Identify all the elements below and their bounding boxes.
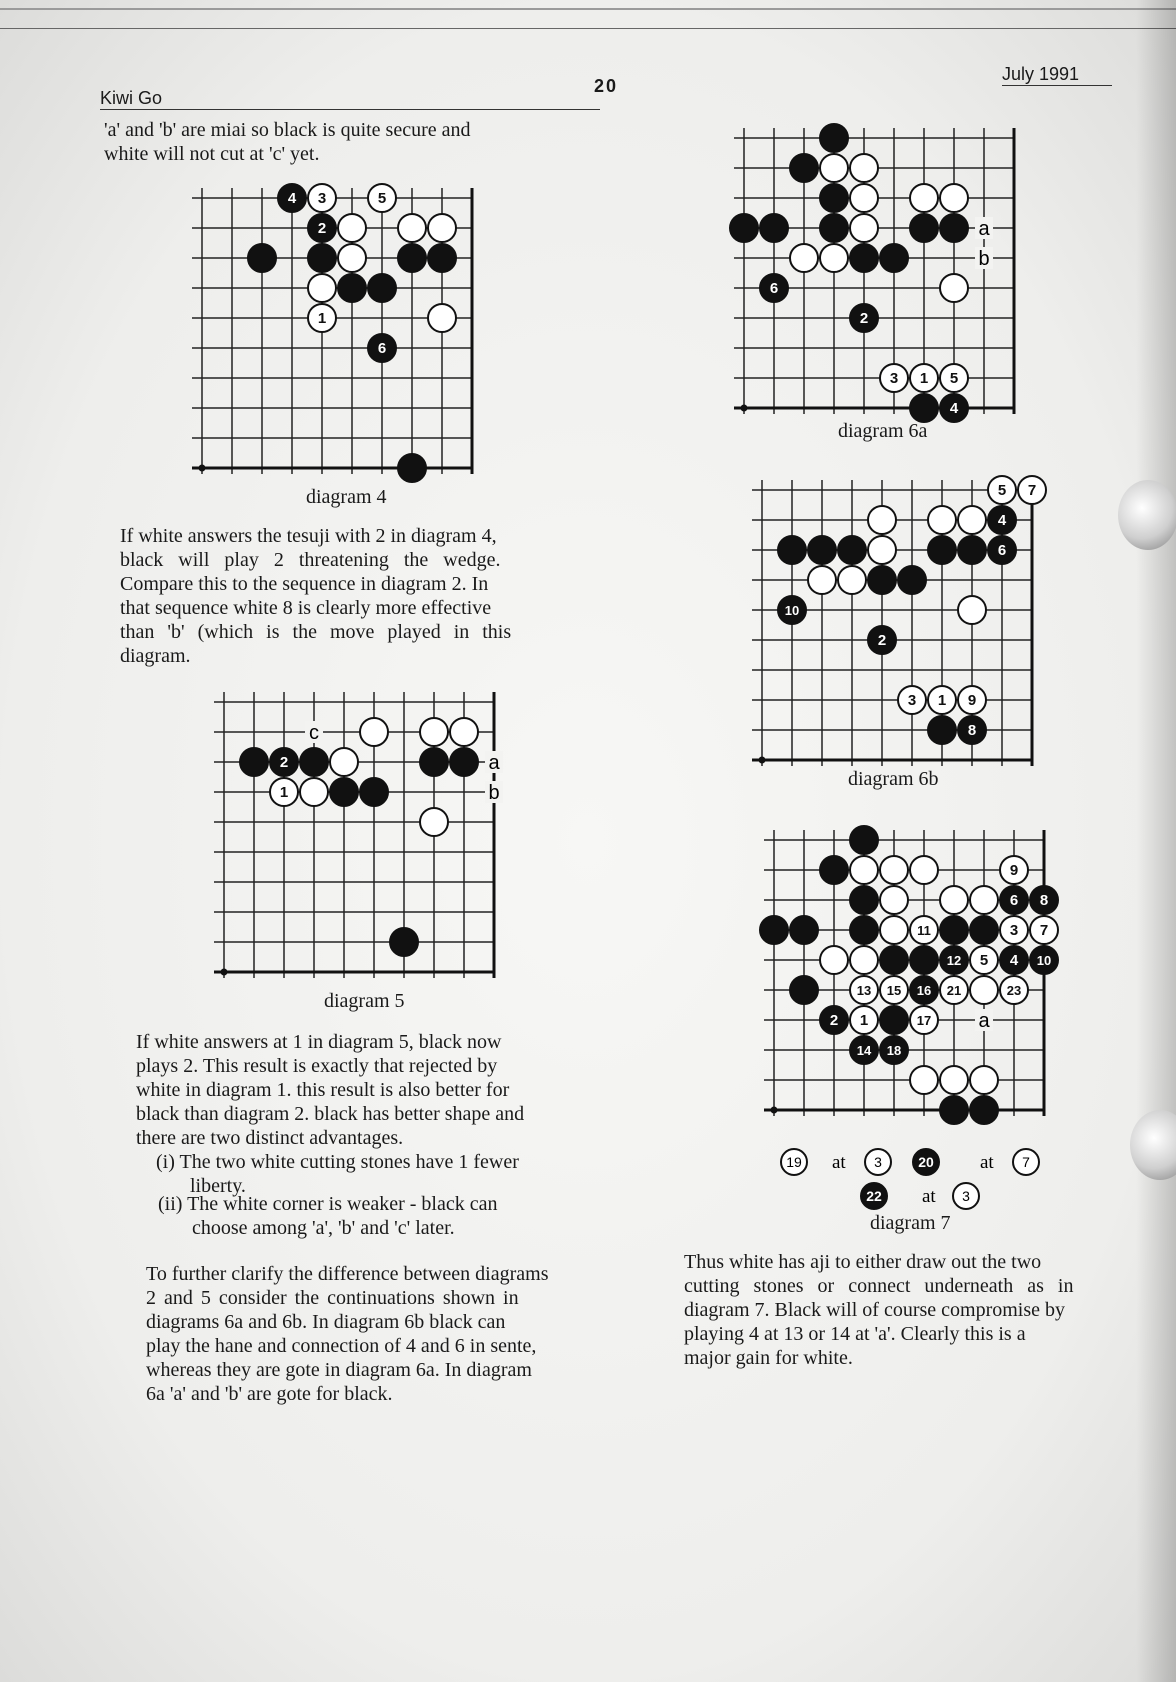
move-number: 5 [377, 190, 387, 207]
go-board-diagram4 [188, 184, 508, 484]
white-stone [928, 506, 956, 534]
go-board-diagram7 [760, 826, 1080, 1126]
text-line: 2 and 5 consider the continuations shown in [146, 1287, 519, 1309]
note-number: 20 [918, 1154, 934, 1170]
text-line: Thus white has aji to either draw out the two [684, 1251, 1042, 1273]
white-stone [820, 244, 848, 272]
note-number: 19 [786, 1154, 802, 1170]
white-stone [300, 778, 328, 806]
move-number: 6 [769, 280, 779, 297]
text-line: white will not cut at 'c' yet. [104, 143, 320, 165]
hoshi-point [221, 969, 228, 976]
paragraph-diagram4 [120, 524, 511, 668]
text-line: If white answers at 1 in diagram 5, black now [136, 1031, 502, 1053]
white-stone [910, 856, 938, 884]
black-stone [390, 928, 418, 956]
white-stone [850, 856, 878, 884]
black-stone [940, 1096, 968, 1124]
black-stone [360, 778, 388, 806]
white-stone [308, 274, 336, 302]
white-stone [868, 536, 896, 564]
black-stone [300, 748, 328, 776]
hoshi-point [771, 1107, 778, 1114]
black-stone [838, 536, 866, 564]
move-number: 6 [1009, 892, 1019, 909]
move-number: 16 [916, 983, 932, 998]
white-stone [838, 566, 866, 594]
move-number: 2 [279, 754, 289, 771]
black-stone [420, 748, 448, 776]
black-stone [428, 244, 456, 272]
black-stone [850, 916, 878, 944]
white-stone [940, 274, 968, 302]
page-shadow [1136, 0, 1176, 1682]
note-at: at [980, 1152, 994, 1173]
black-stone [958, 536, 986, 564]
white-stone [970, 886, 998, 914]
black-stone [450, 748, 478, 776]
hoshi-point [759, 757, 766, 764]
page-number: 20 [594, 76, 619, 96]
text-line: liberty. [190, 1175, 246, 1197]
black-stone [308, 244, 336, 272]
white-stone [868, 506, 896, 534]
black-stone [808, 536, 836, 564]
white-stone [910, 184, 938, 212]
note-at: at [832, 1152, 846, 1173]
black-stone [760, 214, 788, 242]
text-line: If white answers the tesuji with 2 in diagram 4, [120, 525, 497, 547]
point-label: b [978, 248, 990, 270]
move-number: 2 [877, 632, 887, 649]
text-line: diagrams 6a and 6b. In diagram 6b black can [146, 1311, 506, 1333]
white-stone [970, 1066, 998, 1094]
text-line: that sequence white 8 is clearly more effective [120, 597, 492, 619]
black-stone [880, 244, 908, 272]
text-line: diagram 7. Black will of course compromise by [684, 1299, 1066, 1321]
move-number: 3 [889, 370, 899, 387]
move-number: 10 [1036, 953, 1052, 968]
black-stone [790, 154, 818, 182]
white-stone [970, 976, 998, 1004]
black-stone [868, 566, 896, 594]
move-number: 9 [1009, 862, 1019, 879]
move-number: 4 [1009, 952, 1019, 969]
move-number: 10 [784, 603, 800, 618]
text-line: diagram. [120, 645, 191, 667]
text-line: there are two distinct advantages. [136, 1127, 404, 1149]
note-number: 3 [874, 1154, 882, 1170]
white-stone [808, 566, 836, 594]
hoshi-point [199, 465, 206, 472]
note-number: 3 [962, 1188, 970, 1204]
white-stone [850, 946, 878, 974]
text-line: black than diagram 2. black has better shape and [136, 1103, 525, 1125]
move-number: 1 [317, 310, 327, 327]
black-stone [880, 1006, 908, 1034]
black-stone [940, 916, 968, 944]
move-number: 7 [1039, 922, 1049, 939]
white-stone [360, 718, 388, 746]
text-line: 6a 'a' and 'b' are gote for black. [146, 1383, 393, 1405]
black-stone [880, 946, 908, 974]
text-line: white in diagram 1. this result is also better for [136, 1079, 510, 1101]
white-stone [790, 244, 818, 272]
text-line: plays 2. This result is exactly that rejected by [136, 1055, 498, 1077]
black-stone [940, 214, 968, 242]
text-line: black will play 2 threatening the wedge. [120, 549, 501, 571]
black-stone [398, 244, 426, 272]
white-stone [850, 154, 878, 182]
move-number: 6 [997, 542, 1007, 559]
intro-paragraph [104, 118, 471, 166]
black-stone [820, 124, 848, 152]
text-line: playing 4 at 13 or 14 at 'a'. Clearly this is a [684, 1323, 1026, 1345]
black-stone [970, 916, 998, 944]
point-label: b [488, 782, 500, 804]
black-stone [398, 454, 426, 482]
black-stone [820, 856, 848, 884]
white-stone [940, 886, 968, 914]
note-at: at [922, 1186, 936, 1207]
black-stone [368, 274, 396, 302]
white-stone [958, 506, 986, 534]
move-number: 5 [997, 482, 1007, 499]
note-22-at-3 [861, 1183, 979, 1209]
diagram6b-caption: diagram 6b [848, 768, 939, 790]
text-line: play the hane and connection of 4 and 6 in sente, [146, 1335, 537, 1357]
black-stone [910, 394, 938, 422]
header-date: July 1991 [1002, 64, 1112, 86]
note-19-at-3 [781, 1149, 891, 1175]
move-number: 2 [317, 220, 327, 237]
black-stone [850, 826, 878, 854]
go-board-diagram6a [730, 124, 1050, 424]
white-stone [338, 214, 366, 242]
go-board-diagram5 [210, 688, 530, 988]
paragraph-diagram5 [136, 1030, 524, 1150]
white-stone [420, 808, 448, 836]
text-line: To further clarify the difference between diagrams [146, 1263, 549, 1285]
point-label: a [978, 1010, 990, 1032]
point-label: a [488, 752, 500, 774]
black-stone [898, 566, 926, 594]
text-line: than 'b' (which is the move played in this [120, 621, 512, 643]
move-number: 8 [1039, 892, 1049, 909]
text-line: (i) The two white cutting stones have 1 fewer [156, 1151, 519, 1173]
move-number: 11 [917, 923, 931, 938]
move-number: 5 [949, 370, 959, 387]
white-stone [820, 154, 848, 182]
move-number: 1 [279, 784, 289, 801]
binder-hole [1118, 480, 1176, 550]
black-stone [820, 184, 848, 212]
move-number: 3 [907, 692, 917, 709]
white-stone [820, 946, 848, 974]
scan-edge-line [0, 28, 1176, 29]
black-stone [330, 778, 358, 806]
black-stone [730, 214, 758, 242]
white-stone [880, 886, 908, 914]
black-stone [910, 214, 938, 242]
text-line: cutting stones or connect underneath as in [684, 1275, 1074, 1297]
move-number: 9 [967, 692, 977, 709]
move-number: 1 [859, 1012, 869, 1029]
advantage-item-2 [158, 1192, 497, 1240]
paragraph-aji [684, 1250, 1073, 1370]
white-stone [880, 916, 908, 944]
move-number: 2 [829, 1012, 839, 1029]
move-number: 15 [886, 983, 902, 998]
move-number: 12 [946, 953, 962, 968]
move-number: 18 [886, 1043, 902, 1058]
text-line: major gain for white. [684, 1347, 853, 1369]
black-stone [850, 244, 878, 272]
black-stone [338, 274, 366, 302]
diagram6a-caption: diagram 6a [838, 420, 928, 442]
diagram5-caption: diagram 5 [324, 990, 405, 1012]
white-stone [420, 718, 448, 746]
move-number: 21 [946, 983, 962, 998]
white-stone [910, 1066, 938, 1094]
move-number: 4 [997, 512, 1007, 529]
note-20-at-7 [913, 1149, 1039, 1175]
text-line: Compare this to the sequence in diagram 2. In [120, 573, 489, 595]
black-stone [760, 916, 788, 944]
scan-edge-line [0, 8, 1176, 10]
black-stone [248, 244, 276, 272]
move-number: 4 [287, 190, 297, 207]
black-stone [820, 214, 848, 242]
hoshi-point [741, 405, 748, 412]
white-stone [428, 214, 456, 242]
white-stone [338, 244, 366, 272]
black-stone [790, 916, 818, 944]
note-number: 22 [866, 1188, 882, 1204]
white-stone [428, 304, 456, 332]
black-stone [928, 716, 956, 744]
text-line: 'a' and 'b' are miai so black is quite secure and [104, 119, 471, 141]
move-number: 7 [1027, 482, 1037, 499]
move-number: 17 [916, 1013, 932, 1028]
move-number: 3 [317, 190, 327, 207]
black-stone [790, 976, 818, 1004]
diagram7-caption: diagram 7 [870, 1212, 951, 1234]
black-stone [970, 1096, 998, 1124]
go-board-diagram6b [748, 476, 1068, 776]
point-label: a [978, 218, 990, 240]
note-number: 7 [1022, 1154, 1030, 1170]
paragraph-clarify [146, 1262, 548, 1406]
move-number: 8 [967, 722, 977, 739]
advantage-item-1 [156, 1150, 519, 1198]
move-number: 3 [1009, 922, 1019, 939]
white-stone [940, 1066, 968, 1094]
diagram4-caption: diagram 4 [306, 486, 387, 508]
black-stone [850, 886, 878, 914]
move-number: 2 [859, 310, 869, 327]
white-stone [398, 214, 426, 242]
black-stone [778, 536, 806, 564]
move-number: 23 [1006, 983, 1022, 998]
white-stone [330, 748, 358, 776]
text-line: (ii) The white corner is weaker - black can [158, 1193, 498, 1215]
text-line: choose among 'a', 'b' and 'c' later. [192, 1217, 455, 1239]
white-stone [940, 184, 968, 212]
text-line: whereas they are gote in diagram 6a. In diagram [146, 1359, 532, 1381]
black-stone [910, 946, 938, 974]
black-stone [240, 748, 268, 776]
white-stone [450, 718, 478, 746]
move-number: 1 [937, 692, 947, 709]
move-number: 5 [979, 952, 989, 969]
header-publication: Kiwi Go [100, 88, 600, 110]
white-stone [850, 214, 878, 242]
move-number: 6 [377, 340, 387, 357]
white-stone [880, 856, 908, 884]
white-stone [958, 596, 986, 624]
white-stone [850, 184, 878, 212]
move-number: 14 [856, 1043, 872, 1058]
point-label: c [309, 722, 319, 744]
move-number: 4 [949, 400, 959, 417]
move-number: 1 [919, 370, 929, 387]
move-number: 13 [856, 983, 872, 998]
black-stone [928, 536, 956, 564]
